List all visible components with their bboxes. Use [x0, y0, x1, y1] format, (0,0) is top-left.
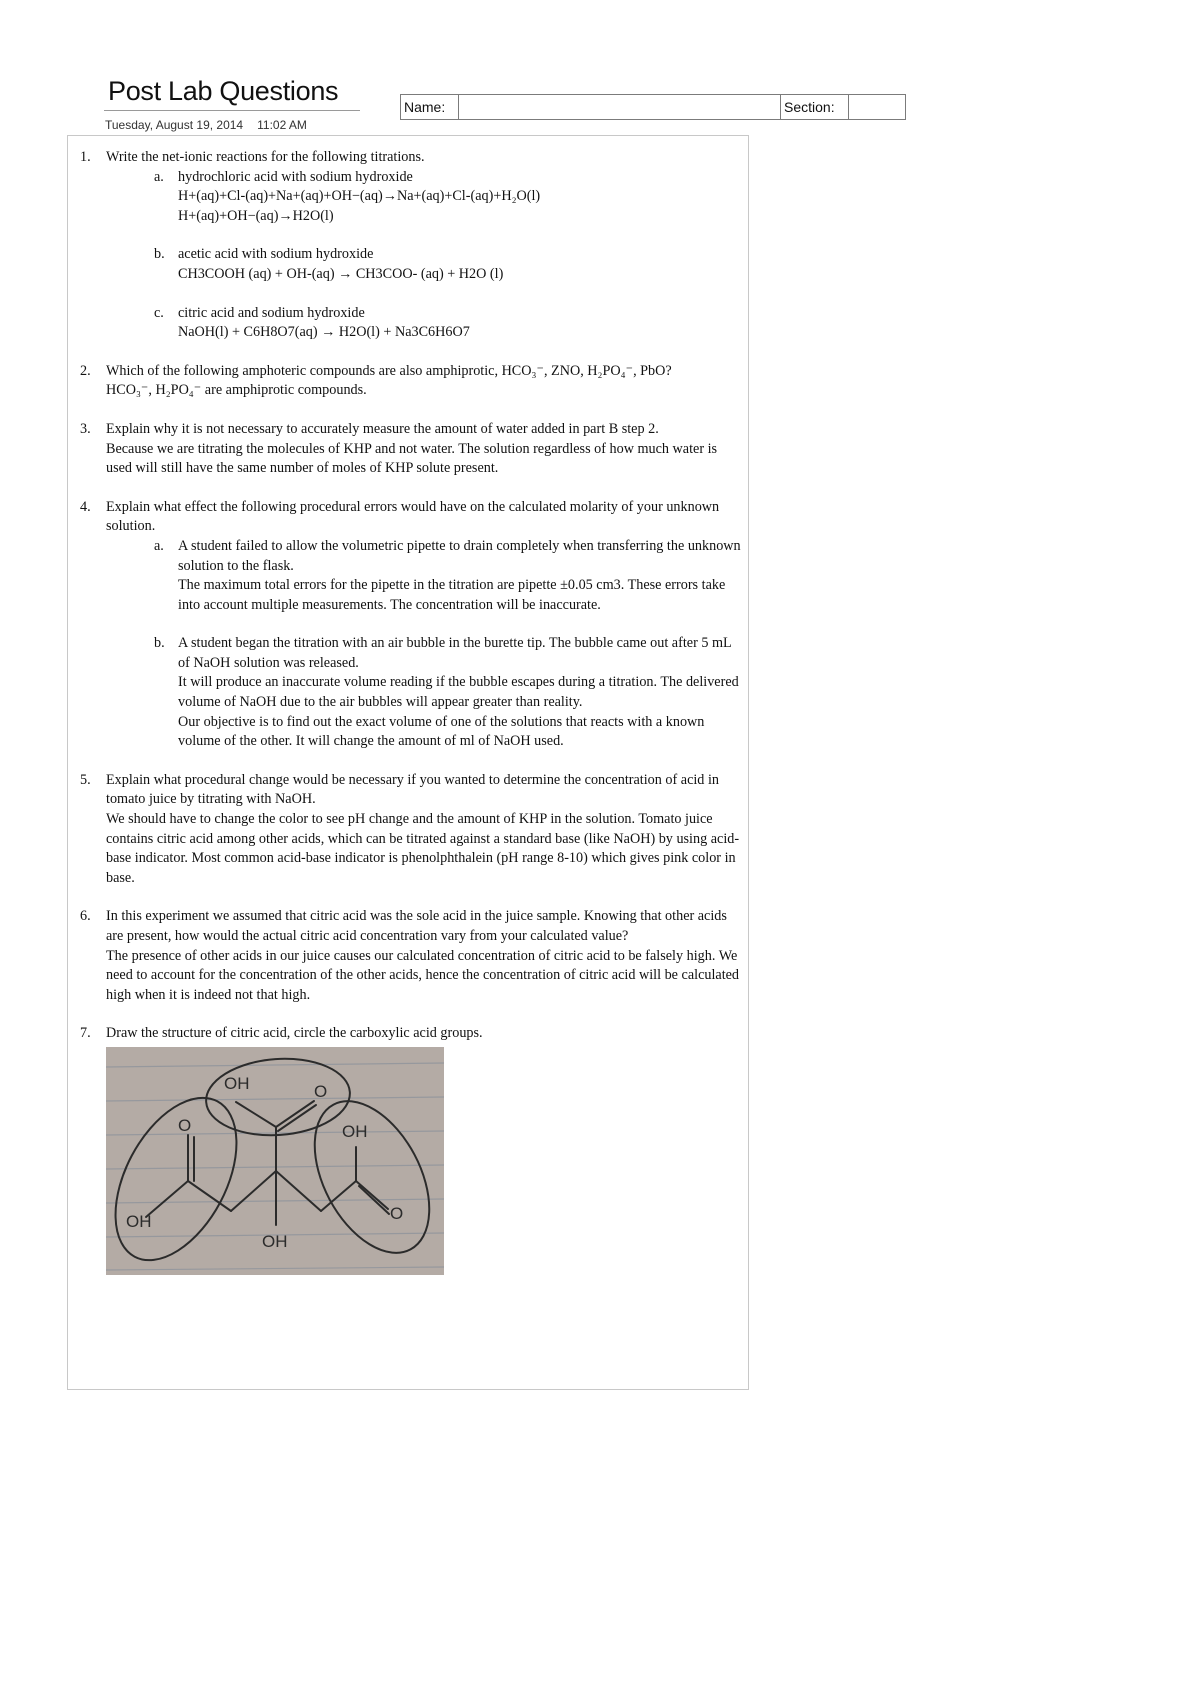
part-letter: a. — [154, 168, 164, 185]
part-letter: a. — [154, 537, 164, 554]
part-prompt: A student failed to allow the volumetric pipette to drain completely when transferring the unknown solution to the flask. — [178, 537, 741, 574]
question-number: 7. — [80, 1025, 91, 1042]
name-label: Name: — [401, 95, 459, 119]
date-text: Tuesday, August 19, 2014 — [105, 118, 244, 132]
name-section-table — [400, 94, 906, 120]
svg-text:O: O — [390, 1203, 404, 1223]
part-answer: CH3COOH (aq) + OH-(aq) → CH3COO- (aq) + H2O (l) — [178, 265, 504, 282]
question-number: 4. — [80, 498, 91, 515]
question-6 — [80, 907, 744, 1005]
question-1c — [80, 304, 744, 343]
question-3 — [80, 420, 744, 479]
question-number: 5. — [80, 771, 91, 788]
svg-text:O: O — [314, 1081, 328, 1101]
svg-text:OH: OH — [224, 1073, 250, 1093]
part-answer: It will produce an inaccurate volume reading if the bubble escapes during a titration. The delivered volume of NaOH due to the air bubbles will appear greater than reality. — [178, 674, 739, 711]
part-prompt: citric acid and sodium hydroxide — [178, 304, 365, 321]
question-prompt: Draw the structure of citric acid, circle the carboxylic acid groups. — [106, 1025, 483, 1042]
svg-text:O: O — [178, 1115, 192, 1135]
question-number: 1. — [80, 149, 91, 165]
part-letter: c. — [154, 304, 164, 321]
citric-acid-drawing — [106, 1047, 444, 1275]
svg-text:OH: OH — [126, 1211, 152, 1231]
questions-list — [80, 148, 744, 1301]
question-prompt: In this experiment we assumed that citric acid was the sole acid in the juice sample. Knowing that other acids are present, how would the actual citric acid concentration vary from your calculated value? — [106, 908, 727, 944]
question-7 — [80, 1024, 744, 1281]
page-date — [105, 118, 307, 132]
question-number: 3. — [80, 420, 91, 437]
time-text: 11:02 AM — [257, 118, 307, 132]
question-answer: The presence of other acids in our juice causes our calculated concentration of citric acid to be falsely high. We need to account for the concentration of the other acids, hence the concentration of citric acid will be calculated high when it is indeed not that high. — [106, 947, 740, 1003]
question-4a — [80, 537, 744, 615]
section-field[interactable] — [849, 95, 905, 119]
question-prompt: Explain what procedural change would be necessary if you wanted to determine the concentration of acid in tomato juice by titrating with NaOH. — [106, 771, 719, 808]
part-answer: H+(aq)+OH−(aq)→H2O(l) — [178, 207, 334, 224]
part-prompt: hydrochloric acid with sodium hydroxide — [178, 168, 413, 185]
question-2 — [80, 362, 744, 401]
page-title: Post Lab Questions — [108, 76, 339, 106]
question-answer: Because we are titrating the molecules of KHP and not water. The solution regardless of how much water is used will still have the same number of moles of KHP solute present. — [106, 440, 718, 477]
svg-text:OH: OH — [342, 1121, 368, 1141]
part-letter: b. — [154, 246, 165, 263]
question-prompt: Explain what effect the following procedural errors would have on the calculated molarity of your unknown solution. — [106, 498, 720, 535]
part-answer: NaOH(l) + C6H8O7(aq) → H2O(l) + Na3C6H6O7 — [178, 324, 470, 341]
question-1 — [80, 148, 744, 343]
title-underline — [104, 110, 360, 111]
question-answer: We should have to change the color to see pH change and the amount of KHP in the solution. Tomato juice contains citric acid among other acids, which can be titrated against a standard base (like NaOH) by using acid-base indicator. Most common acid-base indicator is phenolphthalein (pH range 8-10) which gives pink color in base. — [106, 811, 740, 886]
name-field[interactable] — [459, 95, 781, 119]
part-answer: H+(aq)+Cl-(aq)+Na+(aq)+OH−(aq)→Na+(aq)+Cl-(aq)+H₂O(l) — [178, 188, 541, 205]
part-prompt: acetic acid with sodium hydroxide — [178, 246, 374, 263]
question-1b — [80, 245, 744, 284]
question-5 — [80, 771, 744, 889]
part-answer: Our objective is to find out the exact volume of one of the solutions that reacts with a known volume of the other. It will change the amount of ml of NaOH used. — [178, 713, 705, 750]
question-4 — [80, 498, 744, 752]
section-label: Section: — [781, 95, 849, 119]
svg-text:OH: OH — [262, 1231, 288, 1251]
question-answer: HCO₃⁻, H₂PO₄⁻ are amphiprotic compounds. — [106, 382, 367, 399]
question-prompt: Write the net-ionic reactions for the following titrations. — [106, 149, 425, 165]
question-number: 2. — [80, 362, 91, 379]
question-prompt: Explain why it is not necessary to accurately measure the amount of water added in part B step 2. — [106, 420, 659, 437]
part-prompt: A student began the titration with an air bubble in the burette tip. The bubble came out after 5 mL of NaOH solution was released. — [178, 635, 732, 671]
question-4b — [80, 634, 744, 752]
part-answer: The maximum total errors for the pipette in the titration are pipette ±0.05 cm3. These errors take into account multiple measurements. The concentration will be inaccurate. — [178, 577, 726, 613]
question-number: 6. — [80, 908, 91, 925]
question-1a — [80, 168, 744, 227]
part-letter: b. — [154, 635, 165, 652]
question-prompt: Which of the following amphoteric compounds are also amphiprotic, HCO₃⁻, ZNO, H₂PO₄⁻, PbO? — [106, 362, 672, 379]
